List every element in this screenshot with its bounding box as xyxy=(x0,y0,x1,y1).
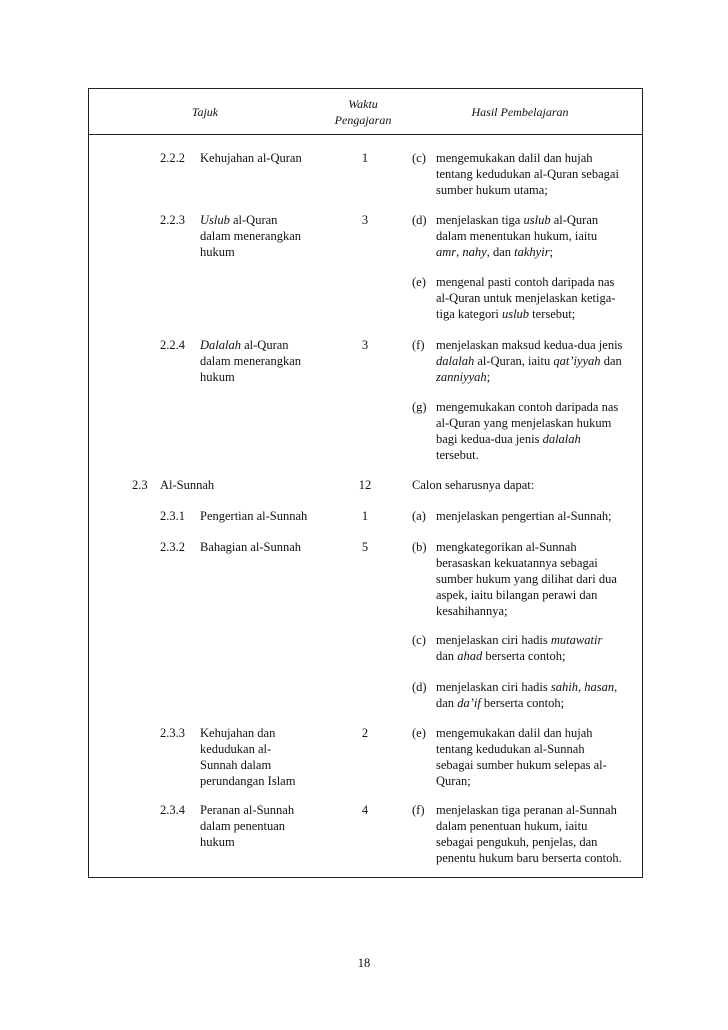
header-hasil: Hasil Pembelajaran xyxy=(471,105,569,119)
outcome-text: penentu hukum baru berserta contoh. xyxy=(436,851,622,865)
row-time: 5 xyxy=(361,540,369,554)
row-title: Kehujahan dan xyxy=(200,726,276,740)
row-title: kedudukan al- xyxy=(200,742,272,756)
outcome-label: (f) xyxy=(412,338,425,352)
page-number: 18 xyxy=(357,956,371,970)
outcome-text: zanniyyah; xyxy=(436,370,491,384)
outcome-label: (c) xyxy=(412,151,426,165)
outcome-text: menjelaskan pengertian al-Sunnah; xyxy=(436,509,612,523)
outcome-text: dalam penentuan hukum, iaitu xyxy=(436,819,588,833)
outcome-text: dalam menentukan hukum, iaitu xyxy=(436,229,598,243)
row-number: 2.3.4 xyxy=(160,803,185,817)
row-number: 2.2.3 xyxy=(160,213,185,227)
row-number: 2.3 xyxy=(132,478,148,492)
row-number: 2.3.2 xyxy=(160,540,185,554)
outcome-label: (e) xyxy=(412,275,426,289)
outcome-text: al-Quran untuk menjelaskan ketiga- xyxy=(436,291,616,305)
outcome-text: dan ahad berserta contoh; xyxy=(436,649,566,663)
outcome-text: tentang kedudukan al-Quran sebagai xyxy=(436,167,619,181)
row-title: Pengertian al-Sunnah xyxy=(200,509,308,523)
outcome-text: al-Quran yang menjelaskan hukum xyxy=(436,416,612,430)
outcome-text: bagi kedua-dua jenis dalalah xyxy=(436,432,581,446)
outcome-text: berasaskan kekuatannya sebagai xyxy=(436,556,598,570)
outcome-text: menjelaskan maksud kedua-dua jenis xyxy=(436,338,623,352)
row-time: 1 xyxy=(361,509,369,523)
outcome-text: dan da’if berserta contoh; xyxy=(436,696,565,710)
row-title: Bahagian al-Sunnah xyxy=(200,540,302,554)
row-title: dalam menerangkan xyxy=(200,229,301,243)
outcome-text: mengenal pasti contoh daripada nas xyxy=(436,275,615,289)
row-title: Al-Sunnah xyxy=(160,478,215,492)
outcome-text: mengkategorikan al-Sunnah xyxy=(436,540,577,554)
row-title: hukum xyxy=(200,835,235,849)
outcome-text: mengemukakan contoh daripada nas xyxy=(436,400,619,414)
header-tajuk: Tajuk xyxy=(191,105,219,119)
outcome-text: menjelaskan tiga uslub al-Quran xyxy=(436,213,599,227)
outcome-text: Quran; xyxy=(436,774,471,788)
row-number: 2.2.4 xyxy=(160,338,185,352)
row-time: 3 xyxy=(361,213,369,227)
row-time: 1 xyxy=(361,151,369,165)
outcome-text: tersebut. xyxy=(436,448,479,462)
header-waktu-line2: Pengajaran xyxy=(334,113,392,127)
outcome-text: menjelaskan ciri hadis sahih, hasan, xyxy=(436,680,618,694)
row-title: dalam menerangkan xyxy=(200,354,301,368)
row-title: Uslub al-Quran xyxy=(200,213,278,227)
outcome-text: tiga kategori uslub tersebut; xyxy=(436,307,576,321)
row-title: Kehujahan al-Quran xyxy=(200,151,302,165)
outcome-label: (a) xyxy=(412,509,426,523)
outcome-text: menjelaskan tiga peranan al-Sunnah xyxy=(436,803,617,817)
outcome-text: mengemukakan dalil dan hujah xyxy=(436,151,593,165)
row-title: Dalalah al-Quran xyxy=(200,338,289,352)
outcome-text: aspek, iaitu bilangan perawi dan xyxy=(436,588,598,602)
outcome-text: sebagai sumber hukum selepas al- xyxy=(436,758,607,772)
outcome-text: sumber hukum utama; xyxy=(436,183,548,197)
row-time: 3 xyxy=(361,338,369,352)
row-title: perundangan Islam xyxy=(200,774,296,788)
outcome-label: (e) xyxy=(412,726,426,740)
outcome-text: sebagai pengukuh, penjelas, dan xyxy=(436,835,598,849)
row-title: hukum xyxy=(200,370,235,384)
outcome-text: tentang kedudukan al-Sunnah xyxy=(436,742,585,756)
row-title: hukum xyxy=(200,245,235,259)
outcome-label: (d) xyxy=(412,680,427,694)
outcome-label: (d) xyxy=(412,213,427,227)
header-divider xyxy=(88,134,643,135)
outcome-label: (f) xyxy=(412,803,425,817)
row-title: dalam penentuan xyxy=(200,819,286,833)
outcome-text: sumber hukum yang dilihat dari dua xyxy=(436,572,617,586)
row-time: 2 xyxy=(361,726,369,740)
row-number: 2.3.1 xyxy=(160,509,185,523)
outcome-text: mengemukakan dalil dan hujah xyxy=(436,726,593,740)
row-time: 12 xyxy=(358,478,372,492)
row-number: 2.2.2 xyxy=(160,151,185,165)
row-title: Peranan al-Sunnah xyxy=(200,803,295,817)
outcome-label: (g) xyxy=(412,400,427,414)
outcome-text: menjelaskan ciri hadis mutawatir xyxy=(436,633,603,647)
row-time: 4 xyxy=(361,803,369,817)
row-number: 2.3.3 xyxy=(160,726,185,740)
header-waktu-line1: Waktu xyxy=(348,97,378,111)
outcome-text: dalalah al-Quran, iaitu qat’iyyah dan xyxy=(436,354,622,368)
outcome-label: (c) xyxy=(412,633,426,647)
outcome-label: (b) xyxy=(412,540,427,554)
outcome-text: kesahihannya; xyxy=(436,604,508,618)
row-title: Sunnah dalam xyxy=(200,758,272,772)
outcome-intro: Calon seharusnya dapat: xyxy=(412,478,535,492)
outcome-text: amr, nahy, dan takhyir; xyxy=(436,245,554,259)
